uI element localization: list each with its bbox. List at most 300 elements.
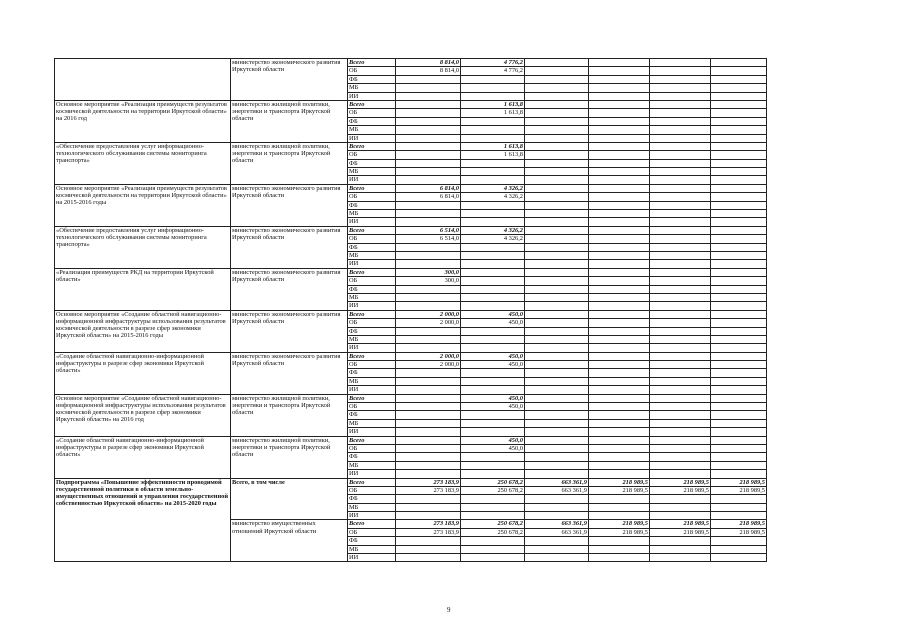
amount-cell xyxy=(711,251,767,259)
amount-cell xyxy=(396,302,461,310)
amount-cell xyxy=(396,428,461,436)
amount-cell xyxy=(396,126,461,134)
amount-cell xyxy=(711,176,767,184)
amount-cell xyxy=(711,168,767,176)
amount-cell xyxy=(589,235,650,243)
amount-cell xyxy=(525,545,589,553)
amount-cell xyxy=(525,537,589,545)
amount-cell: 273 183,9 xyxy=(396,486,461,494)
amount-cell xyxy=(525,268,589,276)
activity-name: Подпрограмма «Повышение эффективности проводимой государственной политики в области земельно-имущественных отношений и управления государственной собственностью Иркутской области» на 2015-2020 годы xyxy=(55,478,231,562)
amount-cell: 6 814,0 xyxy=(396,184,461,192)
amount-cell xyxy=(525,461,589,469)
amount-cell xyxy=(589,151,650,159)
fund-source-label: МБ xyxy=(348,84,396,92)
fund-source-label: Всего xyxy=(348,394,396,402)
activity-name: «Обеспечение предоставления услуг информационно-технологического обслуживания системы мониторинга транспорта» xyxy=(55,142,231,184)
amount-cell xyxy=(711,285,767,293)
amount-cell: 250 678,2 xyxy=(461,486,525,494)
amount-cell xyxy=(396,92,461,100)
fund-source-label: МБ xyxy=(348,210,396,218)
amount-cell xyxy=(525,235,589,243)
fund-source-label: МБ xyxy=(348,377,396,385)
amount-cell: 1 613,8 xyxy=(461,100,525,108)
amount-cell xyxy=(525,444,589,452)
amount-cell xyxy=(589,168,650,176)
amount-cell xyxy=(650,344,711,352)
amount-cell xyxy=(461,159,525,167)
amount-cell: 6 514,0 xyxy=(396,235,461,243)
amount-cell xyxy=(711,126,767,134)
amount-cell xyxy=(711,193,767,201)
activity-name xyxy=(55,59,231,101)
amount-cell xyxy=(525,243,589,251)
table-row-total xyxy=(55,184,767,192)
amount-cell xyxy=(650,419,711,427)
amount-cell xyxy=(525,419,589,427)
amount-cell: 6 814,0 xyxy=(396,193,461,201)
amount-cell xyxy=(396,84,461,92)
amount-cell xyxy=(650,75,711,83)
amount-cell xyxy=(461,386,525,394)
amount-cell xyxy=(650,377,711,385)
amount-cell xyxy=(711,75,767,83)
amount-cell xyxy=(589,159,650,167)
amount-cell: 273 183,9 xyxy=(396,520,461,528)
fund-source-label: ФБ xyxy=(348,327,396,335)
amount-cell xyxy=(589,75,650,83)
amount-cell xyxy=(461,251,525,259)
amount-cell xyxy=(650,268,711,276)
fund-source-label: ИИ xyxy=(348,344,396,352)
amount-cell xyxy=(461,554,525,562)
amount-cell: 450,0 xyxy=(461,319,525,327)
table-row-total xyxy=(55,268,767,276)
amount-cell xyxy=(396,260,461,268)
amount-cell: 4 326,2 xyxy=(461,193,525,201)
activity-name: Основное мероприятие «Создание областной навигационно-информационной инфраструктуры использования результатов космической деятельности в разрезе сфер экономики Иркутской области» на 2015-2016 годы xyxy=(55,310,231,352)
amount-cell: 663 361,9 xyxy=(525,478,589,486)
amount-cell xyxy=(461,512,525,520)
amount-cell: 2 000,0 xyxy=(396,310,461,318)
amount-cell xyxy=(461,503,525,511)
amount-cell xyxy=(650,142,711,150)
amount-cell xyxy=(525,277,589,285)
amount-cell: 4 326,2 xyxy=(461,235,525,243)
fund-source-label: ИИ xyxy=(348,92,396,100)
amount-cell xyxy=(589,327,650,335)
amount-cell xyxy=(525,327,589,335)
amount-cell xyxy=(711,537,767,545)
amount-cell xyxy=(589,184,650,192)
amount-cell: 450,0 xyxy=(461,361,525,369)
amount-cell xyxy=(711,184,767,192)
amount-cell xyxy=(711,218,767,226)
amount-cell xyxy=(525,361,589,369)
amount-cell xyxy=(650,537,711,545)
amount-cell xyxy=(525,352,589,360)
fund-source-label: ИИ xyxy=(348,512,396,520)
amount-cell: 8 814,0 xyxy=(396,59,461,67)
amount-cell: 450,0 xyxy=(461,403,525,411)
amount-cell xyxy=(589,428,650,436)
amount-cell xyxy=(589,117,650,125)
amount-cell xyxy=(711,495,767,503)
amount-cell xyxy=(650,361,711,369)
amount-cell xyxy=(396,394,461,402)
amount-cell xyxy=(589,495,650,503)
amount-cell xyxy=(589,444,650,452)
amount-cell xyxy=(711,419,767,427)
amount-cell xyxy=(711,243,767,251)
amount-cell xyxy=(650,151,711,159)
amount-cell xyxy=(711,344,767,352)
fund-source-label: МБ xyxy=(348,126,396,134)
amount-cell xyxy=(461,277,525,285)
amount-cell: 450,0 xyxy=(461,444,525,452)
fund-source-label: МБ xyxy=(348,293,396,301)
table-row-total xyxy=(55,394,767,402)
fund-source-label: ОБ xyxy=(348,319,396,327)
amount-cell xyxy=(711,327,767,335)
amount-cell xyxy=(589,201,650,209)
amount-cell xyxy=(711,100,767,108)
amount-cell xyxy=(589,193,650,201)
amount-cell xyxy=(589,453,650,461)
amount-cell: 1 613,8 xyxy=(461,142,525,150)
executor-name: министерство жилищной политики, энергетики и транспорта Иркутской области xyxy=(231,436,348,478)
amount-cell xyxy=(396,369,461,377)
amount-cell xyxy=(396,218,461,226)
amount-cell: 4 776,2 xyxy=(461,67,525,75)
amount-cell xyxy=(711,268,767,276)
amount-cell xyxy=(650,251,711,259)
fund-source-label: ОБ xyxy=(348,67,396,75)
amount-cell xyxy=(589,109,650,117)
amount-cell xyxy=(525,201,589,209)
amount-cell xyxy=(396,243,461,251)
amount-cell xyxy=(711,428,767,436)
fund-source-label: Всего xyxy=(348,100,396,108)
amount-cell xyxy=(650,470,711,478)
activity-name: «Реализация преимуществ РКД на территории Иркутской области» xyxy=(55,268,231,310)
fund-source-label: Всего xyxy=(348,59,396,67)
amount-cell xyxy=(525,92,589,100)
amount-cell xyxy=(525,226,589,234)
amount-cell xyxy=(650,394,711,402)
fund-source-label: ФБ xyxy=(348,369,396,377)
amount-cell xyxy=(711,293,767,301)
fund-source-label: ИИ xyxy=(348,428,396,436)
table-row-total xyxy=(55,478,767,486)
amount-cell xyxy=(589,411,650,419)
executor-name: министерство имущественных отношений Иркутской области xyxy=(231,520,348,562)
amount-cell: 250 678,2 xyxy=(461,520,525,528)
amount-cell xyxy=(650,327,711,335)
executor-name: министерство экономического развития Иркутской области xyxy=(231,352,348,394)
amount-cell xyxy=(589,461,650,469)
amount-cell: 450,0 xyxy=(461,352,525,360)
amount-cell xyxy=(589,243,650,251)
amount-cell xyxy=(650,369,711,377)
amount-cell xyxy=(525,377,589,385)
amount-cell: 273 183,9 xyxy=(396,478,461,486)
amount-cell xyxy=(525,210,589,218)
amount-cell: 218 989,5 xyxy=(589,520,650,528)
amount-cell xyxy=(711,394,767,402)
amount-cell xyxy=(589,470,650,478)
amount-cell: 8 814,0 xyxy=(396,67,461,75)
amount-cell xyxy=(461,285,525,293)
amount-cell: 1 613,8 xyxy=(461,151,525,159)
amount-cell: 218 989,5 xyxy=(711,478,767,486)
amount-cell xyxy=(525,142,589,150)
amount-cell xyxy=(711,545,767,553)
amount-cell xyxy=(461,327,525,335)
amount-cell xyxy=(711,92,767,100)
amount-cell: 218 989,5 xyxy=(589,486,650,494)
amount-cell xyxy=(396,210,461,218)
amount-cell xyxy=(650,59,711,67)
amount-cell xyxy=(525,109,589,117)
fund-source-label: МБ xyxy=(348,251,396,259)
amount-cell xyxy=(711,512,767,520)
amount-cell xyxy=(396,554,461,562)
fund-source-label: МБ xyxy=(348,545,396,553)
amount-cell xyxy=(650,386,711,394)
amount-cell xyxy=(396,142,461,150)
amount-cell: 4 326,2 xyxy=(461,184,525,192)
amount-cell xyxy=(650,495,711,503)
amount-cell xyxy=(396,403,461,411)
amount-cell xyxy=(650,159,711,167)
fund-source-label: Всего xyxy=(348,310,396,318)
amount-cell xyxy=(396,176,461,184)
amount-cell xyxy=(711,554,767,562)
amount-cell xyxy=(525,251,589,259)
budget-table xyxy=(54,58,767,562)
amount-cell xyxy=(711,201,767,209)
amount-cell xyxy=(461,268,525,276)
fund-source-label: ФБ xyxy=(348,453,396,461)
amount-cell xyxy=(650,134,711,142)
amount-cell xyxy=(650,319,711,327)
amount-cell xyxy=(396,151,461,159)
amount-cell xyxy=(525,470,589,478)
amount-cell xyxy=(396,117,461,125)
fund-source-label: ИИ xyxy=(348,554,396,562)
amount-cell xyxy=(396,461,461,469)
amount-cell xyxy=(461,260,525,268)
amount-cell xyxy=(650,117,711,125)
amount-cell xyxy=(396,419,461,427)
page-number: 9 xyxy=(447,606,451,614)
amount-cell xyxy=(711,277,767,285)
amount-cell xyxy=(650,201,711,209)
amount-cell xyxy=(396,344,461,352)
amount-cell xyxy=(461,117,525,125)
amount-cell xyxy=(711,461,767,469)
amount-cell xyxy=(525,310,589,318)
amount-cell: 4 776,2 xyxy=(461,59,525,67)
amount-cell xyxy=(396,285,461,293)
amount-cell xyxy=(589,126,650,134)
amount-cell xyxy=(650,193,711,201)
amount-cell xyxy=(589,386,650,394)
table-row-total xyxy=(55,436,767,444)
fund-source-label: МБ xyxy=(348,335,396,343)
amount-cell xyxy=(650,293,711,301)
fund-source-label: МБ xyxy=(348,503,396,511)
amount-cell xyxy=(396,327,461,335)
amount-cell xyxy=(650,226,711,234)
amount-cell xyxy=(650,218,711,226)
amount-cell xyxy=(396,134,461,142)
amount-cell xyxy=(650,243,711,251)
amount-cell xyxy=(711,369,767,377)
executor-name: министерство экономического развития Иркутской области xyxy=(231,310,348,352)
fund-source-label: Всего xyxy=(348,520,396,528)
amount-cell xyxy=(650,260,711,268)
amount-cell xyxy=(525,403,589,411)
fund-source-label: ОБ xyxy=(348,109,396,117)
amount-cell xyxy=(396,503,461,511)
amount-cell: 218 989,5 xyxy=(711,520,767,528)
amount-cell xyxy=(650,100,711,108)
amount-cell xyxy=(396,386,461,394)
amount-cell xyxy=(650,554,711,562)
fund-source-label: Всего xyxy=(348,184,396,192)
amount-cell xyxy=(461,453,525,461)
executor-name: министерство экономического развития Иркутской области xyxy=(231,268,348,310)
amount-cell xyxy=(711,142,767,150)
executor-name: министерство экономического развития Иркутской области xyxy=(231,59,348,101)
amount-cell xyxy=(711,67,767,75)
amount-cell xyxy=(650,109,711,117)
amount-cell: 218 989,5 xyxy=(711,486,767,494)
amount-cell xyxy=(650,302,711,310)
amount-cell xyxy=(525,100,589,108)
fund-source-label: МБ xyxy=(348,461,396,469)
amount-cell xyxy=(525,293,589,301)
amount-cell xyxy=(525,453,589,461)
amount-cell xyxy=(461,335,525,343)
fund-source-label: ОБ xyxy=(348,486,396,494)
amount-cell xyxy=(525,285,589,293)
amount-cell xyxy=(589,361,650,369)
amount-cell xyxy=(650,436,711,444)
amount-cell xyxy=(461,176,525,184)
amount-cell xyxy=(461,545,525,553)
fund-source-label: ИИ xyxy=(348,302,396,310)
amount-cell xyxy=(711,84,767,92)
amount-cell xyxy=(396,470,461,478)
amount-cell xyxy=(525,84,589,92)
amount-cell: 300,0 xyxy=(396,277,461,285)
table-row-total xyxy=(55,100,767,108)
amount-cell xyxy=(589,218,650,226)
amount-cell xyxy=(589,293,650,301)
amount-cell xyxy=(589,335,650,343)
amount-cell: 450,0 xyxy=(461,394,525,402)
amount-cell xyxy=(589,554,650,562)
amount-cell xyxy=(650,184,711,192)
amount-cell xyxy=(525,176,589,184)
amount-cell xyxy=(650,411,711,419)
amount-cell xyxy=(650,210,711,218)
amount-cell xyxy=(711,117,767,125)
amount-cell xyxy=(396,411,461,419)
fund-source-label: Всего xyxy=(348,268,396,276)
amount-cell xyxy=(589,394,650,402)
amount-cell: 663 361,9 xyxy=(525,486,589,494)
amount-cell xyxy=(589,369,650,377)
amount-cell xyxy=(650,176,711,184)
amount-cell xyxy=(396,109,461,117)
amount-cell xyxy=(461,84,525,92)
activity-name: «Обеспечение предоставления услуг информационно-технологического обслуживания системы мониторинга транспорта» xyxy=(55,226,231,268)
amount-cell xyxy=(650,277,711,285)
amount-cell xyxy=(525,151,589,159)
amount-cell: 250 678,2 xyxy=(461,528,525,536)
amount-cell xyxy=(650,453,711,461)
table-row-total xyxy=(55,59,767,67)
amount-cell xyxy=(650,235,711,243)
amount-cell xyxy=(396,537,461,545)
amount-cell: 450,0 xyxy=(461,436,525,444)
amount-cell xyxy=(711,403,767,411)
amount-cell xyxy=(650,503,711,511)
fund-source-label: ИИ xyxy=(348,470,396,478)
fund-source-label: ОБ xyxy=(348,277,396,285)
amount-cell xyxy=(650,461,711,469)
executor-name: министерство экономического развития Иркутской области xyxy=(231,226,348,268)
amount-cell: 4 326,2 xyxy=(461,226,525,234)
amount-cell xyxy=(650,84,711,92)
amount-cell xyxy=(461,243,525,251)
amount-cell xyxy=(525,159,589,167)
fund-source-label: Всего xyxy=(348,142,396,150)
amount-cell xyxy=(396,201,461,209)
executor-name: министерство жилищной политики, энергетики и транспорта Иркутской области xyxy=(231,394,348,436)
amount-cell xyxy=(650,335,711,343)
amount-cell: 218 989,5 xyxy=(589,528,650,536)
amount-cell xyxy=(461,377,525,385)
amount-cell xyxy=(711,260,767,268)
amount-cell xyxy=(589,226,650,234)
amount-cell: 663 361,9 xyxy=(525,528,589,536)
amount-cell xyxy=(525,503,589,511)
amount-cell: 218 989,5 xyxy=(650,486,711,494)
amount-cell xyxy=(711,436,767,444)
amount-cell xyxy=(396,100,461,108)
amount-cell: 273 183,9 xyxy=(396,528,461,536)
fund-source-label: ИИ xyxy=(348,260,396,268)
amount-cell: 218 989,5 xyxy=(650,478,711,486)
amount-cell xyxy=(711,335,767,343)
fund-source-label: ОБ xyxy=(348,444,396,452)
amount-cell xyxy=(525,260,589,268)
amount-cell xyxy=(461,302,525,310)
amount-cell xyxy=(461,92,525,100)
amount-cell xyxy=(650,545,711,553)
amount-cell xyxy=(461,470,525,478)
fund-source-label: Всего xyxy=(348,226,396,234)
amount-cell xyxy=(711,503,767,511)
amount-cell xyxy=(589,67,650,75)
amount-cell xyxy=(589,251,650,259)
amount-cell xyxy=(525,117,589,125)
